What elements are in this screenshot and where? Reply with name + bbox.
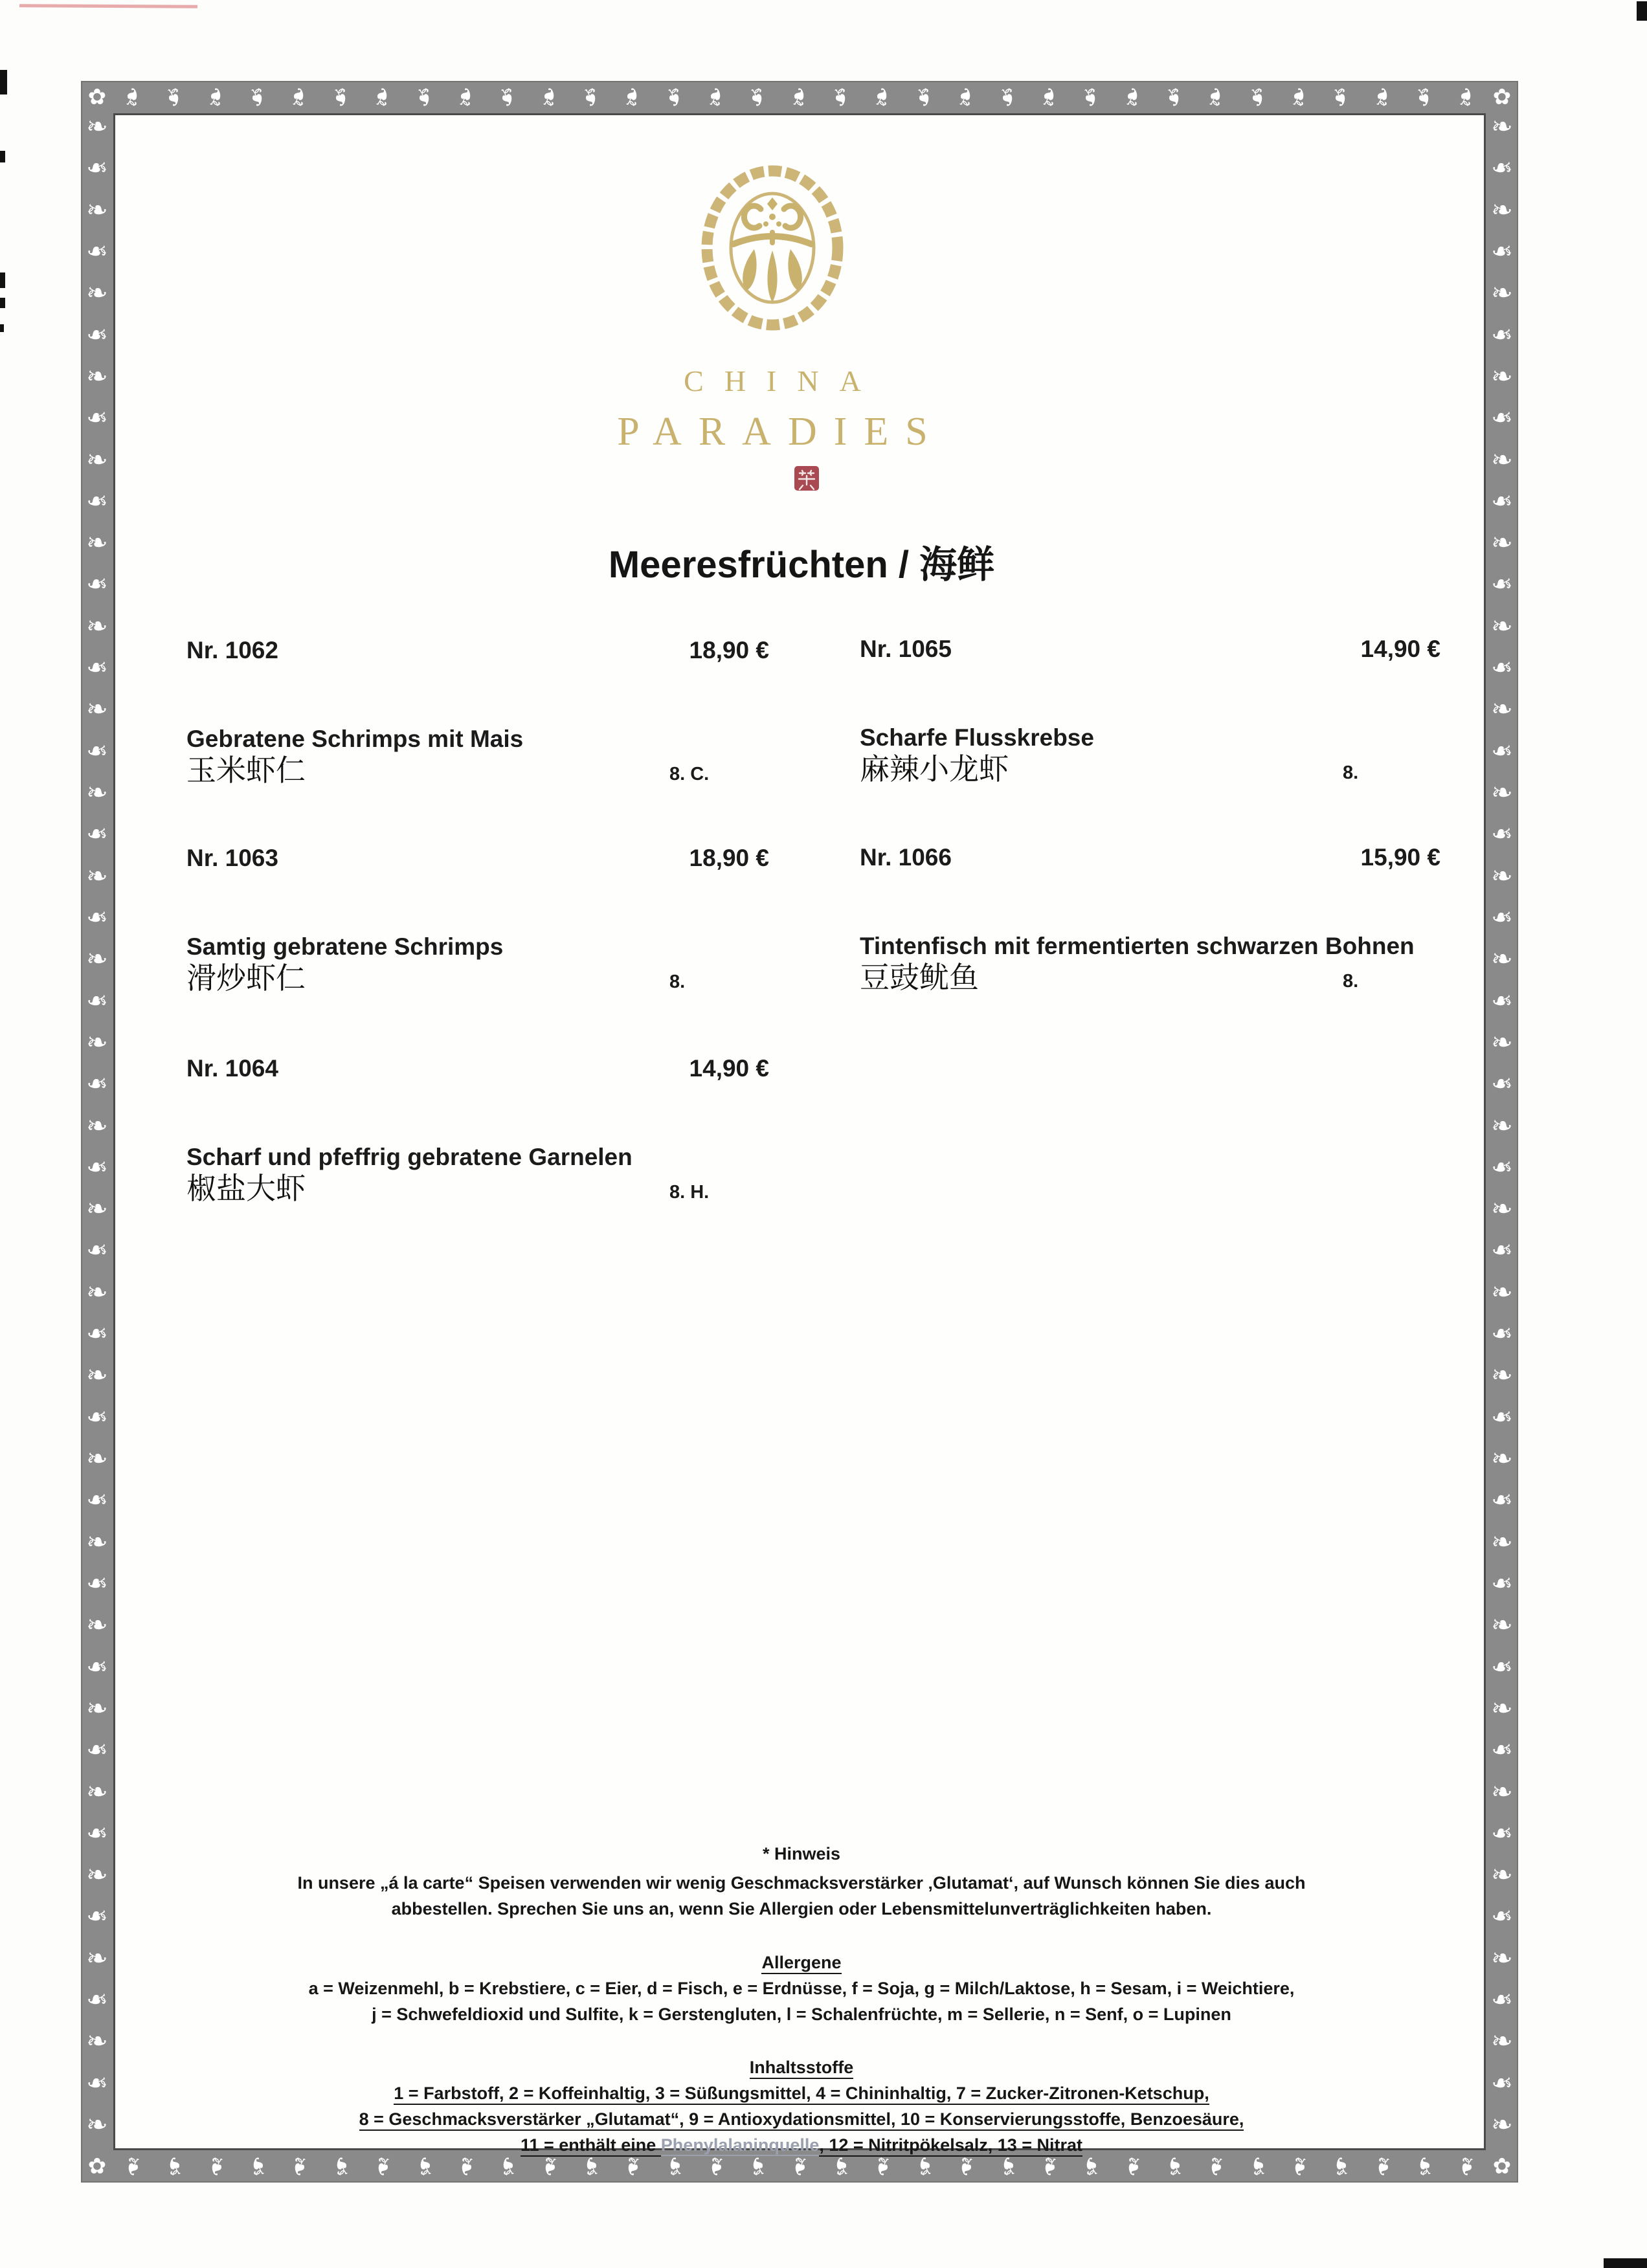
leaf-glyph: ❧ (118, 86, 148, 108)
leaf-glyph: ❧ (1491, 195, 1513, 225)
inhaltsstoffe-line: 8 = Geschmacksverstärker „Glutamat“, 9 = Antioxydationsmittel, 10 = Konservierungsstoffe, Benzoesäure, (115, 2106, 1488, 2132)
leaf-glyph: ❧ (410, 2155, 439, 2177)
decorative-border-frame (81, 81, 1518, 2183)
leaf-glyph: ❧ (827, 86, 856, 108)
red-seal-icon (794, 465, 820, 491)
leaf-glyph: ❧ (1491, 654, 1513, 683)
leaf-glyph: ❧ (201, 2155, 230, 2177)
leaf-glyph: ❧ (1243, 2155, 1272, 2177)
leaf-glyph: ❧ (868, 86, 897, 108)
leaf-glyph: ❧ (1118, 2155, 1147, 2177)
leaf-glyph: ❧ (86, 654, 108, 683)
scan-edge-artifact (1637, 1, 1647, 21)
leaf-glyph: ❧ (952, 2155, 981, 2177)
leaf-glyph: ❧ (452, 2155, 481, 2177)
border-top-strip (112, 82, 1487, 112)
leaf-glyph: ❧ (86, 986, 108, 1016)
item-name-de: Samtig gebratene Schrimps (186, 933, 504, 960)
item-name-cn: 豆豉鱿鱼 (860, 961, 979, 994)
leaf-glyph: ❧ (618, 86, 647, 108)
leaf-glyph: ❧ (1491, 1902, 1513, 1931)
leaf-glyph: ❧ (86, 1320, 108, 1349)
leaf-glyph: ❧ (1491, 1861, 1513, 1890)
leaf-glyph: ❧ (1491, 1528, 1513, 1557)
leaf-glyph: ❧ (1491, 862, 1513, 891)
leaf-glyph: ❧ (86, 612, 108, 641)
leaf-glyph: ❧ (86, 2111, 108, 2139)
corner-flower-icon: ✿ (1492, 2154, 1512, 2179)
menu-content-area (113, 113, 1486, 2155)
leaf-glyph: ❧ (86, 1777, 108, 1807)
leaf-glyph: ❧ (86, 1445, 108, 1473)
leaf-glyph: ❧ (1491, 2069, 1513, 2098)
leaf-glyph: ❧ (743, 2155, 772, 2177)
item-name-de: Tintenfisch mit fermentierten schwarzen Bohnen (860, 933, 1415, 959)
item-number: Nr. 1065 (860, 636, 952, 662)
leaf-glyph: ❧ (1491, 154, 1513, 183)
leaf-glyph: ❧ (1285, 2155, 1314, 2177)
leaf-glyph: ❧ (368, 2155, 398, 2177)
item-name-row-cn (186, 753, 769, 796)
leaf-glyph: ❧ (1451, 2155, 1481, 2177)
leaf-glyph: ❧ (1491, 1445, 1513, 1473)
leaf-glyph: ❧ (1491, 695, 1513, 724)
leaf-glyph: ❧ (1491, 903, 1513, 932)
leaf-glyph: ❧ (86, 570, 108, 599)
leaf-glyph: ❧ (868, 2155, 897, 2177)
leaf-glyph: ❧ (1491, 1986, 1513, 2015)
leaf-glyph: ❧ (1491, 445, 1513, 474)
scan-red-line-artifact (19, 4, 197, 8)
leaf-glyph: ❧ (160, 2155, 189, 2177)
leaf-glyph: ❧ (1491, 1944, 1513, 1973)
leaf-glyph: ❧ (1327, 2155, 1356, 2177)
leaf-glyph: ❧ (86, 195, 108, 225)
item-price: 14,90 € (689, 1055, 769, 1082)
leaf-glyph: ❧ (1077, 86, 1106, 108)
leaf-glyph: ❧ (1491, 1236, 1513, 1265)
leaf-glyph: ❧ (1491, 320, 1513, 350)
leaf-glyph: ❧ (1118, 86, 1147, 108)
item-number: Nr. 1062 (186, 637, 278, 663)
leaf-glyph: ❧ (535, 86, 564, 108)
leaf-glyph: ❧ (1491, 612, 1513, 641)
leaf-glyph: ❧ (86, 1403, 108, 1432)
leaf-glyph: ❧ (1410, 86, 1439, 108)
leaf-glyph: ❧ (86, 404, 108, 433)
leaf-glyph: ❧ (660, 2155, 689, 2177)
leaf-glyph: ❧ (1451, 86, 1481, 108)
leaf-glyph: ❧ (86, 1861, 108, 1890)
brand-name-line1: CHINA (684, 364, 882, 397)
item-head (860, 636, 1440, 662)
leaf-glyph: ❧ (86, 237, 108, 266)
leaf-glyph: ❧ (86, 1694, 108, 1723)
leaf-glyph: ❧ (86, 2027, 108, 2056)
leaf-glyph: ❧ (86, 737, 108, 766)
leaf-glyph: ❧ (86, 1070, 108, 1099)
leaf-glyph: ❧ (1491, 570, 1513, 599)
leaf-glyph: ❧ (86, 820, 108, 849)
leaf-glyph: ❧ (785, 2155, 814, 2177)
leaf-glyph: ❧ (743, 86, 772, 108)
leaf-glyph: ❧ (1491, 1777, 1513, 1807)
leaf-glyph: ❧ (1202, 2155, 1231, 2177)
leaf-glyph: ❧ (86, 1944, 108, 1973)
hinweis-title: * Hinweis (762, 1844, 841, 1863)
leaf-glyph: ❧ (910, 2155, 939, 2177)
leaf-glyph: ❧ (86, 862, 108, 891)
hinweis-line: In unsere „á la carte“ Speisen verwenden wir wenig Geschmacksverstärker ‚Glutamat‘, auf Wunsch können Sie dies auch (297, 1873, 1306, 1893)
leaf-glyph: ❧ (1491, 279, 1513, 308)
leaf-glyph: ❧ (326, 2155, 355, 2177)
footer-legal-block (115, 1841, 1488, 2158)
leaf-glyph: ❧ (86, 1819, 108, 1848)
leaf-glyph: ❧ (493, 86, 522, 108)
leaf-glyph: ❧ (1491, 986, 1513, 1016)
leaf-glyph: ❧ (86, 695, 108, 724)
leaf-glyph: ❧ (1035, 2155, 1064, 2177)
leaf-glyph: ❧ (1491, 945, 1513, 974)
leaf-glyph: ❧ (86, 1986, 108, 2015)
inhaltsstoffe-line-suffix: , 12 = Nitritpökelsalz, 13 = Nitrat (819, 2135, 1082, 2157)
item-name-cn: 玉米虾仁 (186, 754, 306, 787)
item-name-cn: 椒盐大虾 (186, 1172, 306, 1205)
leaf-glyph: ❧ (86, 1486, 108, 1515)
leaf-glyph: ❧ (618, 2155, 647, 2177)
leaf-glyph: ❧ (86, 945, 108, 974)
leaf-glyph: ❧ (1491, 1569, 1513, 1598)
allergene-line: a = Weizenmehl, b = Krebstiere, c = Eier, d = Fisch, e = Erdnüsse, f = Soja, g = Milch/Laktose, h = Sesam, i = Weichtiere, (308, 1979, 1295, 1998)
leaf-glyph: ❧ (952, 86, 981, 108)
item-head (186, 1056, 769, 1082)
leaf-glyph: ❧ (785, 86, 814, 108)
item-number: Nr. 1066 (860, 844, 952, 871)
leaf-glyph: ❧ (86, 1736, 108, 1765)
allergene-line: j = Schwefeldioxid und Sulfite, k = Gerstengluten, l = Schalenfrüchte, m = Sellerie, n = Senf, o = Lupinen (372, 2005, 1231, 2024)
leaf-glyph: ❧ (1491, 1320, 1513, 1349)
leaf-glyph: ❧ (535, 2155, 564, 2177)
leaf-glyph: ❧ (1491, 1486, 1513, 1515)
leaf-glyph: ❧ (86, 487, 108, 516)
leaf-glyph: ❧ (993, 2155, 1022, 2177)
leaf-glyph: ❧ (243, 86, 273, 108)
hinweis-line: abbestellen. Sprechen Sie uns an, wenn Sie Allergien oder Lebensmittelunverträglichkeiten haben. (391, 1899, 1212, 1918)
leaf-glyph: ❧ (1491, 404, 1513, 433)
leaf-glyph: ❧ (1243, 86, 1272, 108)
scan-edge-artifact (0, 298, 5, 308)
leaf-glyph: ❧ (1491, 1819, 1513, 1848)
menu-item (860, 636, 1440, 795)
leaf-glyph: ❧ (86, 1236, 108, 1265)
leaf-glyph: ❧ (1491, 487, 1513, 516)
leaf-glyph: ❧ (86, 1528, 108, 1557)
leaf-glyph: ❧ (1491, 1694, 1513, 1723)
restaurant-logo (115, 115, 1429, 491)
tea-medallion-icon (700, 165, 845, 331)
border-left-strip (82, 112, 112, 2151)
scan-edge-artifact (0, 272, 5, 288)
leaf-glyph: ❧ (1285, 86, 1314, 108)
leaf-glyph: ❧ (577, 2155, 606, 2177)
item-name-de: Scharfe Flusskrebse (860, 724, 1094, 751)
item-name-row-cn (860, 960, 1440, 1003)
leaf-glyph: ❧ (86, 1111, 108, 1140)
leaf-glyph: ❧ (1491, 1652, 1513, 1682)
leaf-glyph: ❧ (86, 1153, 108, 1182)
leaf-glyph: ❧ (1491, 2111, 1513, 2139)
leaf-glyph: ❧ (86, 154, 108, 183)
corner-flower-icon: ✿ (87, 2154, 107, 2179)
leaf-glyph: ❧ (1491, 1611, 1513, 1640)
item-number: Nr. 1064 (186, 1055, 278, 1082)
leaf-glyph: ❧ (86, 903, 108, 932)
leaf-glyph: ❧ (1491, 113, 1513, 141)
leaf-glyph: ❧ (368, 86, 398, 108)
leaf-glyph: ❧ (1491, 529, 1513, 558)
leaf-glyph: ❧ (1491, 1195, 1513, 1224)
leaf-glyph: ❧ (1327, 86, 1356, 108)
leaf-glyph: ❧ (86, 1195, 108, 1224)
item-allergen-code: 8. (1343, 762, 1359, 783)
leaf-glyph: ❧ (993, 86, 1022, 108)
leaf-glyph: ❧ (86, 1361, 108, 1390)
leaf-glyph: ❧ (827, 2155, 856, 2177)
leaf-glyph: ❧ (1491, 1153, 1513, 1182)
leaf-glyph: ❧ (1491, 2027, 1513, 2056)
menu-item (860, 845, 1440, 1003)
border-right-strip (1487, 112, 1517, 2151)
brand-name-line2: PARADIES (617, 410, 945, 454)
leaf-glyph: ❧ (86, 1569, 108, 1598)
leaf-glyph: ❧ (285, 2155, 314, 2177)
leaf-glyph: ❧ (118, 2155, 148, 2177)
leaf-glyph: ❧ (410, 86, 439, 108)
leaf-glyph: ❧ (1368, 86, 1397, 108)
item-name-cn: 滑炒虾仁 (186, 962, 306, 995)
item-name-de: Gebratene Schrimps mit Mais (186, 726, 524, 752)
leaf-glyph: ❧ (1202, 86, 1231, 108)
leaf-glyph: ❧ (86, 1652, 108, 1682)
leaf-glyph: ❧ (1491, 1361, 1513, 1390)
leaf-glyph: ❧ (285, 86, 314, 108)
leaf-glyph: ❧ (577, 86, 606, 108)
leaf-glyph: ❧ (910, 86, 939, 108)
item-price: 18,90 € (689, 637, 769, 663)
item-allergen-code: 8. C. (669, 764, 710, 784)
leaf-glyph: ❧ (86, 529, 108, 558)
leaf-glyph: ❧ (1491, 362, 1513, 391)
corner-flower-icon: ✿ (1492, 85, 1512, 109)
corner-flower-icon: ✿ (87, 85, 107, 109)
scan-edge-artifact (0, 324, 4, 332)
menu-item (186, 845, 769, 1004)
allergene-title: Allergene (115, 1950, 1488, 1975)
item-price: 18,90 € (689, 845, 769, 871)
page-title: Meeresfrüchten / 海鲜 (608, 544, 995, 586)
leaf-glyph: ❧ (201, 86, 230, 108)
leaf-glyph: ❧ (1491, 1736, 1513, 1765)
item-number: Nr. 1063 (186, 845, 278, 871)
leaf-glyph: ❧ (243, 2155, 273, 2177)
leaf-glyph: ❧ (1491, 820, 1513, 849)
leaf-glyph: ❧ (660, 86, 689, 108)
item-allergen-code: 8. (669, 972, 686, 992)
item-allergen-code: 8. (1343, 971, 1359, 992)
leaf-glyph: ❧ (1160, 2155, 1189, 2177)
leaf-glyph: ❧ (1491, 779, 1513, 807)
leaf-glyph: ❧ (86, 362, 108, 391)
item-name-row-cn (186, 961, 769, 1004)
inhaltsstoffe-line (115, 2132, 1488, 2158)
leaf-glyph: ❧ (1368, 2155, 1397, 2177)
item-price: 15,90 € (1360, 844, 1440, 871)
leaf-glyph: ❧ (326, 86, 355, 108)
leaf-glyph: ❧ (1491, 1028, 1513, 1057)
leaf-glyph: ❧ (1491, 1403, 1513, 1432)
inhaltsstoffe-title: Inhaltsstoffe (115, 2054, 1488, 2080)
scan-edge-artifact (0, 70, 7, 94)
leaf-glyph: ❧ (160, 86, 189, 108)
leaf-glyph: ❧ (1491, 737, 1513, 766)
leaf-glyph: ❧ (86, 1902, 108, 1931)
leaf-glyph: ❧ (86, 1611, 108, 1640)
leaf-glyph: ❧ (1160, 86, 1189, 108)
leaf-glyph: ❧ (1491, 1070, 1513, 1099)
leaf-glyph: ❧ (1077, 2155, 1106, 2177)
leaf-glyph: ❧ (493, 2155, 522, 2177)
leaf-glyph: ❧ (1410, 2155, 1439, 2177)
item-allergen-code: 8. H. (669, 1182, 710, 1203)
item-head (186, 638, 769, 663)
item-name-cn: 麻辣小龙虾 (860, 753, 1009, 786)
inhaltsstoffe-line-prefix: 11 = enthält eine (521, 2135, 661, 2157)
leaf-glyph: ❧ (86, 320, 108, 350)
leaf-glyph: ❧ (86, 279, 108, 308)
scan-edge-artifact (0, 151, 5, 162)
leaf-glyph: ❧ (86, 1278, 108, 1307)
scan-edge-artifact (1604, 2258, 1647, 2268)
leaf-glyph: ❧ (1491, 1278, 1513, 1307)
leaf-glyph: ❧ (702, 2155, 731, 2177)
item-name-de: Scharf und pfeffrig gebratene Garnelen (186, 1144, 633, 1170)
leaf-glyph: ❧ (452, 86, 481, 108)
leaf-glyph: ❧ (86, 2069, 108, 2098)
leaf-glyph: ❧ (1035, 86, 1064, 108)
item-price: 14,90 € (1360, 636, 1440, 662)
item-head (186, 845, 769, 871)
phenylalanin-highlight: Phenylalaninquelle (660, 2135, 820, 2155)
menu-item (186, 638, 769, 796)
inhaltsstoffe-line: 1 = Farbstoff, 2 = Koffeinhaltig, 3 = Süßungsmittel, 4 = Chininhaltig, 7 = Zucker-Zitronen-Ketschup, (115, 2080, 1488, 2106)
leaf-glyph: ❧ (1491, 1111, 1513, 1140)
item-head (860, 845, 1440, 871)
leaf-glyph: ❧ (1491, 237, 1513, 266)
leaf-glyph: ❧ (86, 1028, 108, 1057)
leaf-glyph: ❧ (86, 113, 108, 141)
leaf-glyph: ❧ (86, 779, 108, 807)
item-name-row-cn (186, 1171, 769, 1214)
leaf-glyph: ❧ (86, 445, 108, 474)
menu-item (186, 1056, 769, 1214)
item-name-row-cn (860, 751, 1440, 795)
leaf-glyph: ❧ (702, 86, 731, 108)
